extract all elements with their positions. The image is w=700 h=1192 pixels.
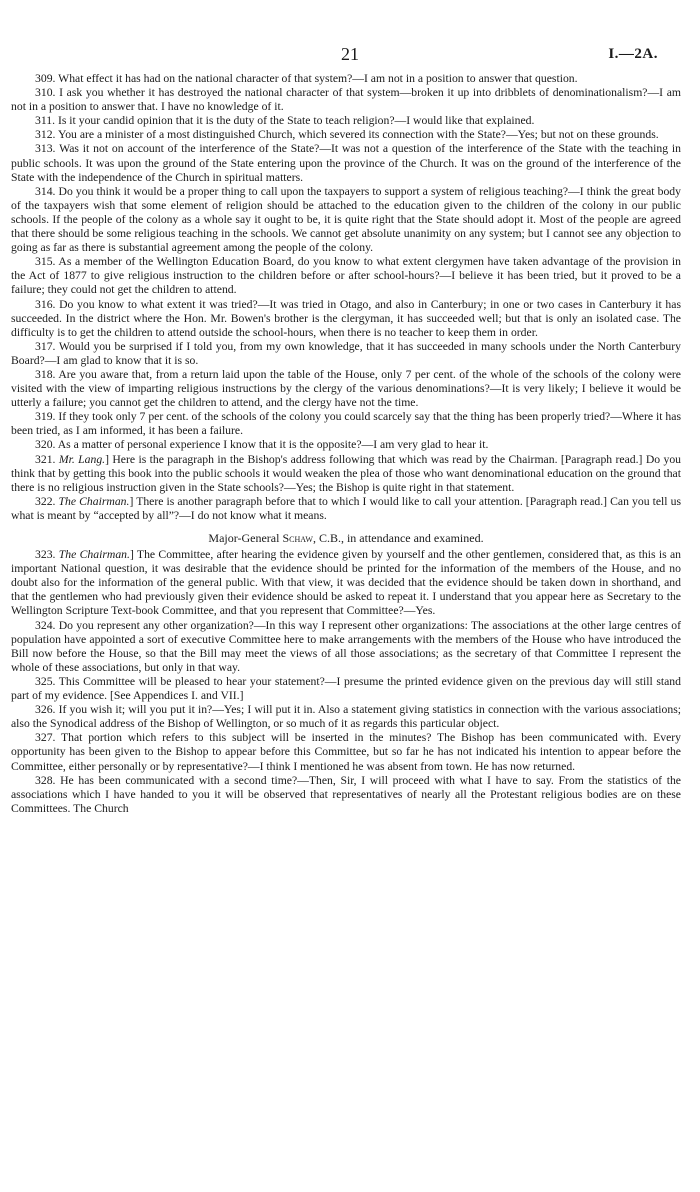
page-header <box>0 44 700 70</box>
paragraph-314: 314. Do you think it would be a proper thing to call upon the taxpayers to support a system of religious teaching?—I think the great body of the taxpayers wish that some element of religion should be attached to the education given to the children of the colony in our public schools. If the people of the colony as a whole say it ought to be, it is quite right that the State should adopt it. Most of the people are agreed that there should be some religious teaching in the schools. We cannot get absolute unanimity on any system; but I cannot see any objection to going as far as there is substantial agreement among the people of the colony. <box>11 184 681 255</box>
paragraph-311: 311. Is it your candid opinion that it is the duty of the State to teach religion?—I would like that explained. <box>35 114 535 128</box>
page-number: 21 <box>341 44 359 64</box>
paragraph-322 <box>11 495 681 523</box>
paragraph-text: ] The Committee, after hearing the evidence given by yourself and the other gentlemen, considered that, as this is an important National question, it was desirable that the evidence should be printed for the information of the members of the House, and no doubt also for the information of the general public. With that view, it was decided that the evidence should be taken down in shorthand, and that the gentlemen who had previously given their evidence should be asked to repeat it. I understand that you appear here as Secretary to the Wellington Scripture Text-book Committee, and that you represent that Committee?—Yes. <box>11 548 681 618</box>
paragraph-318: 318. Are you aware that, from a return laid upon the table of the House, only 7 per cent. of the whole of the schools of the colony were visited with the view of imparting religious instructions by the clergy of the various denominations?—It is very likely; I believe it would be utterly a failure; you cannot get the children to attend, and the clergy have not the time. <box>11 367 681 410</box>
witness-heading <box>11 531 681 545</box>
paragraph-325: 325. This Committee will be pleased to hear your statement?—I presume the printed evidence given on the previous day will still stand part of my evidence. [See Appendices I. and VII.] <box>11 674 681 703</box>
paragraph-320: 320. As a matter of personal experience I know that it is the opposite?—I am very glad to hear it. <box>35 438 489 452</box>
paragraph-317: 317. Would you be surprised if I told you, from my own knowledge, that it has succeeded in many schools under the North Canterbury Board?—I am glad to know that it is so. <box>11 339 681 367</box>
speaker-name: The Chairman. <box>58 548 130 562</box>
paragraph-316: 316. Do you know to what extent it was tried?—It was tried in Otago, and also in Canterbury; in one or two cases in Canterbury it has succeeded. In the district where the Hon. Mr. Bowen's brother is the clergyman, it has succeeded well; but that is only an isolated case. The difficulty is to get the children to attend outside the school-hours, when there is no teacher to keep them in order. <box>11 297 681 339</box>
paragraph-310: 310. I ask you whether it has destroyed the national character of that system—broken it up into dribblets of denominationalism?—I am not in a position to answer that. I have no knowledge of it. <box>11 86 681 114</box>
page-body <box>11 72 681 816</box>
paragraph-326: 326. If you wish it; will you put it in?—Yes; I will put it in. Also a statement giving statistics in connection with the various associations; also the Synodical address of the Bishop of Wellington, or so much of it as regards this particular object. <box>11 703 681 731</box>
question-number: 323. <box>35 548 56 562</box>
paragraph-315: 315. As a member of the Wellington Education Board, do you know to what extent clergymen have taken advantage of the provision in the Act of 1877 to give religious instruction to the children before or after school-hours?—I believe it has been tried, but it proved to be a failure; they could not get the children to attend. <box>11 255 681 297</box>
paragraph-312: 312. You are a minister of a most distinguished Church, which severed its connection with the State?—Yes; but not on these grounds. <box>35 128 659 142</box>
speaker-name: Mr. Lang. <box>58 452 106 466</box>
speaker-name: The Chairman. <box>58 494 130 508</box>
paragraph-text: ] Here is the paragraph in the Bishop's address following that which was read by the Chairman. [Paragraph read.] Do you think that by getting this book into the public schools it would weaken the plea of those who want denominational education on the ground that there is no religious instruction given in the State schools?—Yes; the Bishop is quite right in that statement. <box>11 452 682 494</box>
question-number: 322. <box>35 494 56 508</box>
paragraph-323 <box>11 548 681 618</box>
paragraph-328: 328. He has been communicated with a second time?—Then, Sir, I will proceed with what I have to say. From the statistics of the associations which I have handed to you it will be observed that representatives of nearly all the Protestant religious bodies are on these Committees. The Church <box>11 773 681 815</box>
paragraph-321 <box>11 453 681 495</box>
paragraph-327: 327. That portion which refers to this subject will be inserted in the minutes? The Bishop has been communicated with. Every opportunity has been given to the Bishop to appear before this Committee, but so far he has not indicated his intention to appear before the Committee, either personally or by representative?—I think I mentioned he was absent from town. He has now returned. <box>11 731 681 773</box>
heading-suffix: , C.B., in attendance and examined. <box>312 531 484 545</box>
question-number: 321. <box>35 452 56 466</box>
paragraph-text: ] There is another paragraph before that to which I would like to call your attention. [Paragraph read.] Can you tell us what is meant by “accepted by all”?—I do not know what it means. <box>11 494 681 522</box>
witness-name: Schaw <box>282 531 313 545</box>
paragraph-313: 313. Was it not on account of the interference of the State?—It was not a question of the interference of the State with the teaching in public schools. It was upon the ground of the State entering upon the province of the Church. It was on the ground of the interference of the State with the independence of the Church in spiritual matters. <box>11 142 681 184</box>
paragraph-309: 309. What effect it has had on the national character of that system?—I am not in a position to answer that question. <box>35 72 578 85</box>
paragraph-324: 324. Do you represent any other organization?—In this way I represent other organizations: The associations at the other large centres of population have appointed a sort of executive Committee here to make arrangements with the members of the House who have introduced the Bill now before the House, so that the Bill may meet the views of all those associations; as the secretary of that Committee I represent the whole of these associations, but only in that way. <box>11 618 681 674</box>
paragraph-319: 319. If they took only 7 per cent. of the schools of the colony you could scarcely say that the thing has been properly tried?—Where it has been tried, as I am informed, it has been a failure. <box>11 410 681 438</box>
heading-prefix: Major-General <box>208 531 283 545</box>
document-reference: I.—2A. <box>608 46 658 62</box>
